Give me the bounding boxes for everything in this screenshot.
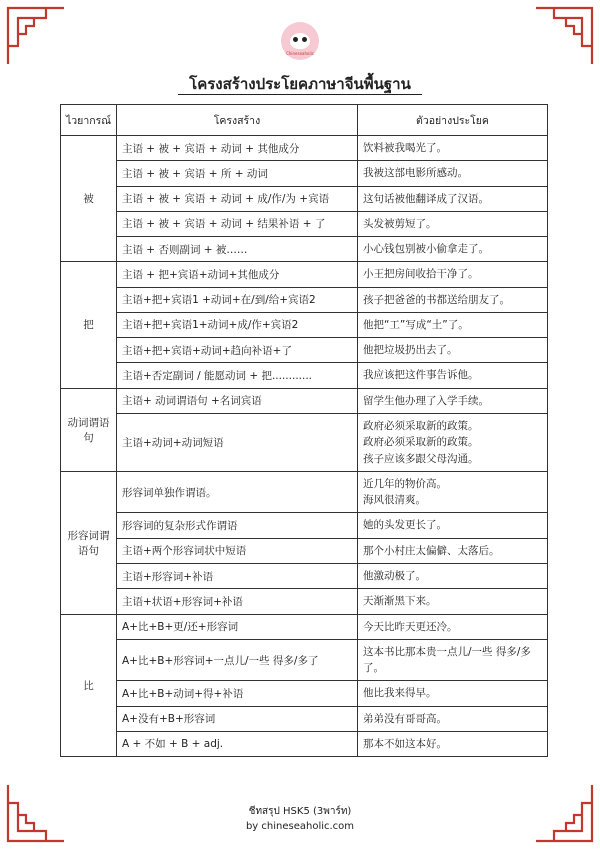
corner-ornament-top-right [534, 6, 594, 66]
structure-cell: 主语 + 否则副词 + 被…… [116, 237, 357, 262]
example-cell [357, 338, 547, 363]
structure-cell: 主语 + 被 + 宾语 + 所 + 动词 [116, 161, 357, 186]
table-row [61, 388, 548, 413]
table-row [61, 513, 548, 538]
footer-sheet-title: ชีทสรุป HSK5 (3พาร์ท) [248, 806, 352, 817]
table-row [61, 363, 548, 388]
table-row [61, 413, 548, 471]
example-sentence: 我被这部电影所感动。 [362, 167, 468, 180]
header-structure: โครงสร้าง [116, 105, 357, 136]
example-sentence: 那本不如这本好。 [362, 737, 447, 750]
grammar-table [60, 104, 548, 757]
example-sentence: 今天比昨天更还冷。 [362, 620, 458, 633]
structure-cell: A+比+B+更/还+形容词 [116, 614, 357, 639]
example-cell [357, 681, 547, 706]
structure-cell: 主语+状语+形容词+补语 [116, 589, 357, 614]
header-example: ตัวอย่างประโยค [357, 105, 547, 136]
table-row [61, 287, 548, 312]
example-cell [357, 639, 547, 681]
footer-site: by chineseaholic.com [245, 821, 355, 832]
example-cell [357, 136, 547, 161]
example-sentence: 留学生他办理了入学手续。 [362, 394, 489, 407]
grammar-category: 把 [61, 262, 117, 388]
structure-cell: 主语 + 被 + 宾语 + 动词 + 结果补语 + 了 [116, 211, 357, 236]
example-sentence: 他把垃圾扔出去了。 [362, 344, 458, 357]
grammar-category: 比 [61, 614, 117, 757]
example-sentence: 这句话被他翻译成了汉语。 [362, 192, 489, 205]
table-row [61, 186, 548, 211]
table-row [61, 563, 548, 588]
example-cell [357, 538, 547, 563]
panda-icon [290, 33, 310, 49]
example-sentence: 他激动极了。 [362, 569, 426, 582]
structure-cell: 主语+把+宾语1+动词+成/作+宾语2 [116, 312, 357, 337]
structure-cell: A+比+B+形容词+一点儿/一些 得多/多了 [116, 639, 357, 681]
structure-cell: A+没有+B+形容词 [116, 706, 357, 731]
structure-cell: A+比+B+动词+得+补语 [116, 681, 357, 706]
example-cell [357, 237, 547, 262]
example-sentence: 政府必须采取新的政策。 [362, 420, 479, 433]
example-cell [357, 388, 547, 413]
example-sentence: 那个小村庄太偏僻、太落后。 [362, 544, 500, 557]
table-row [61, 312, 548, 337]
structure-cell: 主语 + 把+宾语+动词+其他成分 [116, 262, 357, 287]
grammar-category: 动词谓语句 [61, 388, 117, 471]
example-sentence: 近几年的物价高。 [362, 477, 447, 490]
structure-cell: 主语+把+宾语+动词+趋向补语+了 [116, 338, 357, 363]
structure-cell: 主语+两个形容词状中短语 [116, 538, 357, 563]
example-cell [357, 471, 547, 513]
structure-cell: 形容词单独作谓语。 [116, 471, 357, 513]
example-sentence: 他比我来得早。 [362, 687, 437, 700]
example-cell [357, 589, 547, 614]
table-row [61, 471, 548, 513]
example-cell [357, 614, 547, 639]
example-cell [357, 706, 547, 731]
corner-ornament-top-left [6, 6, 66, 66]
example-sentence: 政府必须采取新的政策。 [362, 436, 479, 449]
example-sentence: 天渐渐黑下来。 [362, 595, 437, 608]
table-row [61, 639, 548, 681]
header-grammar: ไวยากรณ์ [61, 105, 117, 136]
structure-cell: 主语+否定副词 / 能愿动词 + 把............ [116, 363, 357, 388]
structure-cell: 主语 + 被 + 宾语 + 动词 + 其他成分 [116, 136, 357, 161]
table-row [61, 731, 548, 756]
example-cell [357, 363, 547, 388]
example-cell [357, 312, 547, 337]
structure-cell: 主语+把+宾语1 +动词+在/到/给+宾语2 [116, 287, 357, 312]
structure-cell: 主语 + 被 + 宾语 + 动词 + 成/作/为 +宾语 [116, 186, 357, 211]
grammar-category: 被 [61, 136, 117, 262]
example-cell [357, 731, 547, 756]
structure-cell: 主语+形容词+补语 [116, 563, 357, 588]
example-sentence: 他把“工”写成“土”了。 [362, 318, 469, 331]
table-row [61, 706, 548, 731]
example-cell [357, 513, 547, 538]
example-sentence: 海风很清爽。 [362, 494, 426, 507]
title-underline [178, 94, 422, 95]
example-sentence: 孩子应该多跟父母沟通。 [362, 452, 479, 465]
example-cell [357, 262, 547, 287]
table-row [61, 161, 548, 186]
example-sentence: 小心钱包别被小偷拿走了。 [362, 243, 489, 256]
page-title: โครงสร้างประโยคภาษาจีนพื้นฐาน [189, 75, 411, 93]
structure-cell: 主语+ 动词谓语句 +名词宾语 [116, 388, 357, 413]
example-sentence: 小王把房间收拾干净了。 [362, 268, 479, 281]
logo-text: Chineseaholic [286, 51, 314, 56]
example-sentence: 她的头发更长了。 [362, 519, 447, 532]
example-sentence: 饮料被我喝光了。 [362, 142, 447, 154]
example-cell [357, 161, 547, 186]
example-sentence: 弟弟没有哥哥高。 [362, 712, 447, 725]
grammar-category: 形容词谓语句 [61, 471, 117, 614]
table-row [61, 681, 548, 706]
table-row [61, 262, 548, 287]
example-cell [357, 211, 547, 236]
example-cell [357, 186, 547, 211]
table-row [61, 338, 548, 363]
table-row [61, 589, 548, 614]
structure-cell: A + 不如 + B + adj. [116, 731, 357, 756]
example-cell [357, 287, 547, 312]
example-sentence: 头发被剪短了。 [362, 217, 437, 230]
example-cell [357, 413, 547, 471]
example-sentence: 我应该把这件事告诉他。 [362, 369, 479, 382]
table-row [61, 211, 548, 236]
table-header-row [61, 105, 548, 136]
structure-cell: 主语+动词+动词短语 [116, 413, 357, 471]
table-row [61, 614, 548, 639]
table-row [61, 237, 548, 262]
panda-logo [281, 22, 319, 60]
example-sentence: 孩子把爸爸的书都送给朋友了。 [362, 293, 510, 306]
structure-cell: 形容词的复杂形式作谓语 [116, 513, 357, 538]
example-sentence: 这本书比那本贵一点儿/一些 得多/多了。 [362, 645, 531, 675]
example-cell [357, 563, 547, 588]
table-row [61, 538, 548, 563]
table-row [61, 136, 548, 161]
